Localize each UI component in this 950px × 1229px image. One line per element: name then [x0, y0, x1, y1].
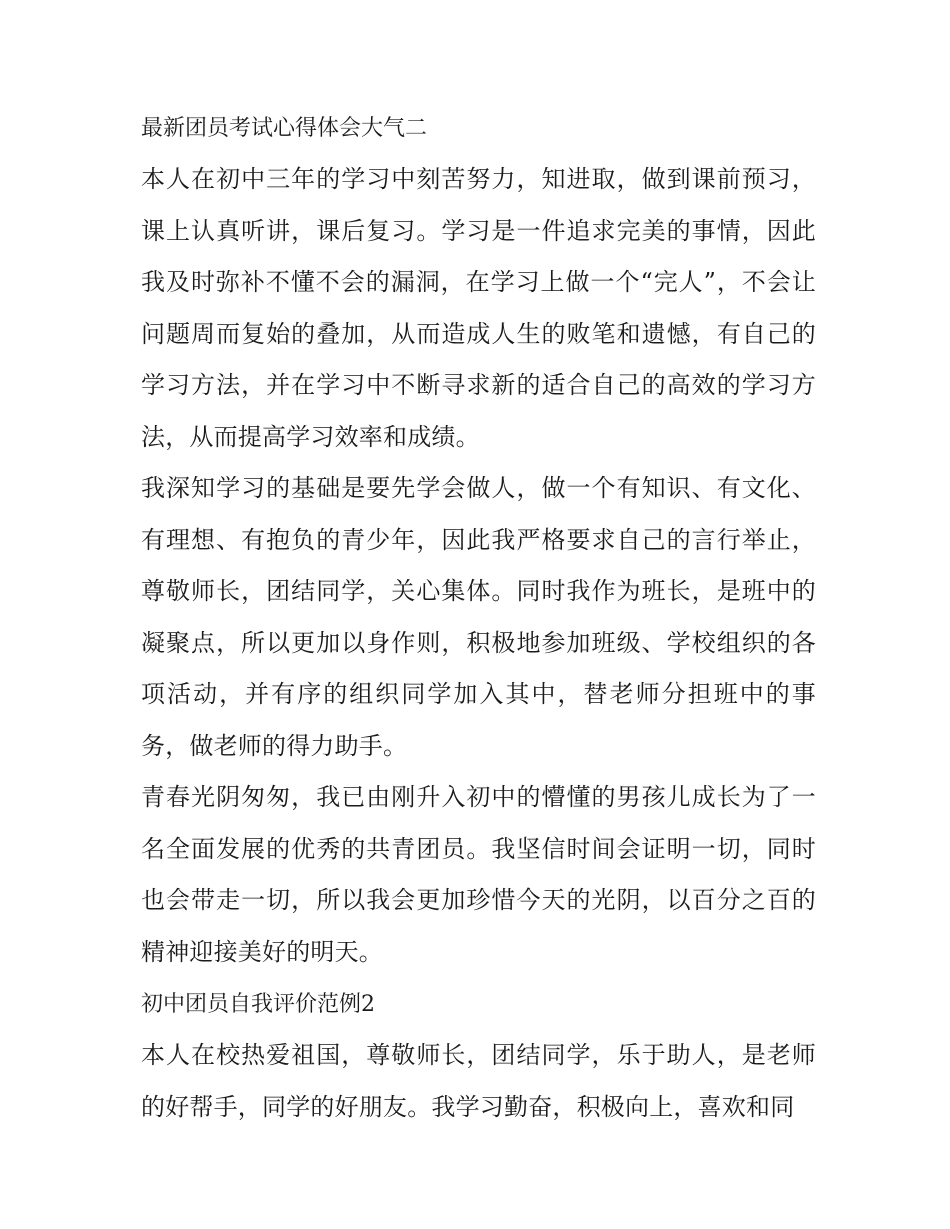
- document-body: [141, 110, 816, 1133]
- paragraph-conduct: 我深知学习的基础是要先学会做人，做一个有知识、有文化、有理想、有抱负的青少年，因此我严格要求自己的言行举止，尊敬师长，团结同学，关心集体。同时我作为班长，是班中的凝聚点，所以更加以身作则，积极地参加班级、学校组织的各项活动，并有序的组织同学加入其中，替老师分担班中的事务，做老师的得力助手。: [141, 474, 816, 760]
- paragraph-self-evaluation: 本人在校热爱祖国，尊敬师长，团结同学，乐于助人，是老师的好帮手，同学的好朋友。我学习勤奋，积极向上，喜欢和同: [141, 1041, 816, 1121]
- section-heading-1: 最新团员考试心得体会大气二: [141, 116, 428, 141]
- paragraph-study-effort: 本人在初中三年的学习中刻苦努力，知进取，做到课前预习，课上认真听讲，课后复习。学习是一件追求完美的事情，因此我及时弥补不懂不会的漏洞，在学习上做一个“完人”，不会让问题周而复始的叠加，从而造成人生的败笔和遗憾，有自己的学习方法，并在学习中不断寻求新的适合自己的高效的学习方法，从而提高学习效率和成绩。: [141, 165, 816, 451]
- paragraph-youth: 青春光阴匆匆，我已由刚升入初中的懵懂的男孩儿成长为了一名全面发展的优秀的共青团员。我坚信时间会证明一切，同时也会带走一切，所以我会更加珍惜今天的光阴，以百分之百的精神迎接美好的明天。: [141, 783, 816, 966]
- section-heading-2: 初中团员自我评价范例2: [141, 992, 375, 1017]
